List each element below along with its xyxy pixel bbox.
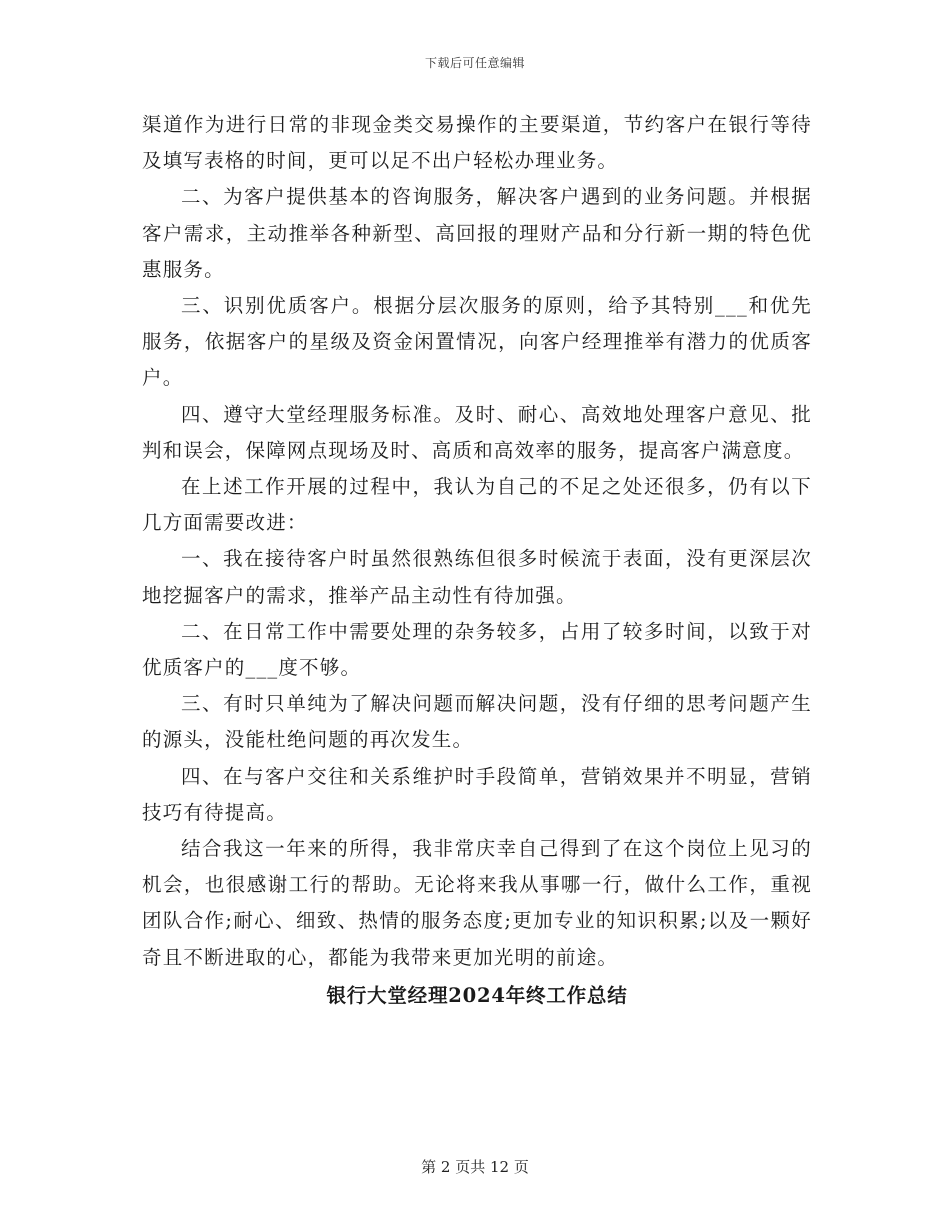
- paragraph-3: 三、识别优质客户。根据分层次服务的原则，给予其特别___和优先服务，依据客户的星级及资金闲置情况，向客户经理推举有潜力的优质客户。: [142, 294, 812, 390]
- page-header: 下载后可任意编辑: [424, 56, 525, 70]
- section-title: 银行大堂经理2024年终工作总结: [326, 983, 628, 1007]
- paragraph-5: 在上述工作开展的过程中，我认为自己的不足之处还很多，仍有以下几方面需要改进：: [142, 475, 812, 535]
- paragraph-9: 四、在与客户交往和关系维护时手段简单，营销效果并不明显，营销技巧有待提高。: [142, 764, 812, 824]
- paragraph-7: 二、在日常工作中需要处理的杂务较多，占用了较多时间，以致于对优质客户的___度不够。: [142, 619, 812, 680]
- paragraph-4: 四、遵守大堂经理服务标准。及时、耐心、高效地处理客户意见、批判和误会，保障网点现场及时、高质和高效率的服务，提高客户满意度。: [142, 402, 812, 462]
- paragraph-2: 二、为客户提供基本的咨询服务，解决客户遇到的业务问题。并根据客户需求，主动推举各种新型、高回报的理财产品和分行新一期的特色优惠服务。: [142, 185, 812, 281]
- paragraph-6: 一、我在接待客户时虽然很熟练但很多时候流于表面，没有更深层次地挖掘客户的需求，推举产品主动性有待加强。: [142, 547, 812, 607]
- paragraph-1: 渠道作为进行日常的非现金类交易操作的主要渠道，节约客户在银行等待及填写表格的时间，更可以足不出户轻松办理业务。: [142, 113, 812, 173]
- document-body: [142, 107, 812, 1014]
- paragraph-8: 三、有时只单纯为了解决问题而解决问题，没有仔细的思考问题产生的源头，没能杜绝问题的再次发生。: [142, 692, 812, 752]
- page-number: 第 2 页共 12 页: [421, 1158, 529, 1176]
- paragraph-10: 结合我这一年来的所得，我非常庆幸自己得到了在这个岗位上见习的机会，也很感谢工行的帮助。无论将来我从事哪一行，做什么工作，重视团队合作;耐心、细致、热情的服务态度;更加专业的知识积累;以及一颗好奇且不断进取的心，都能为我带来更加光明的前途。: [142, 837, 812, 969]
